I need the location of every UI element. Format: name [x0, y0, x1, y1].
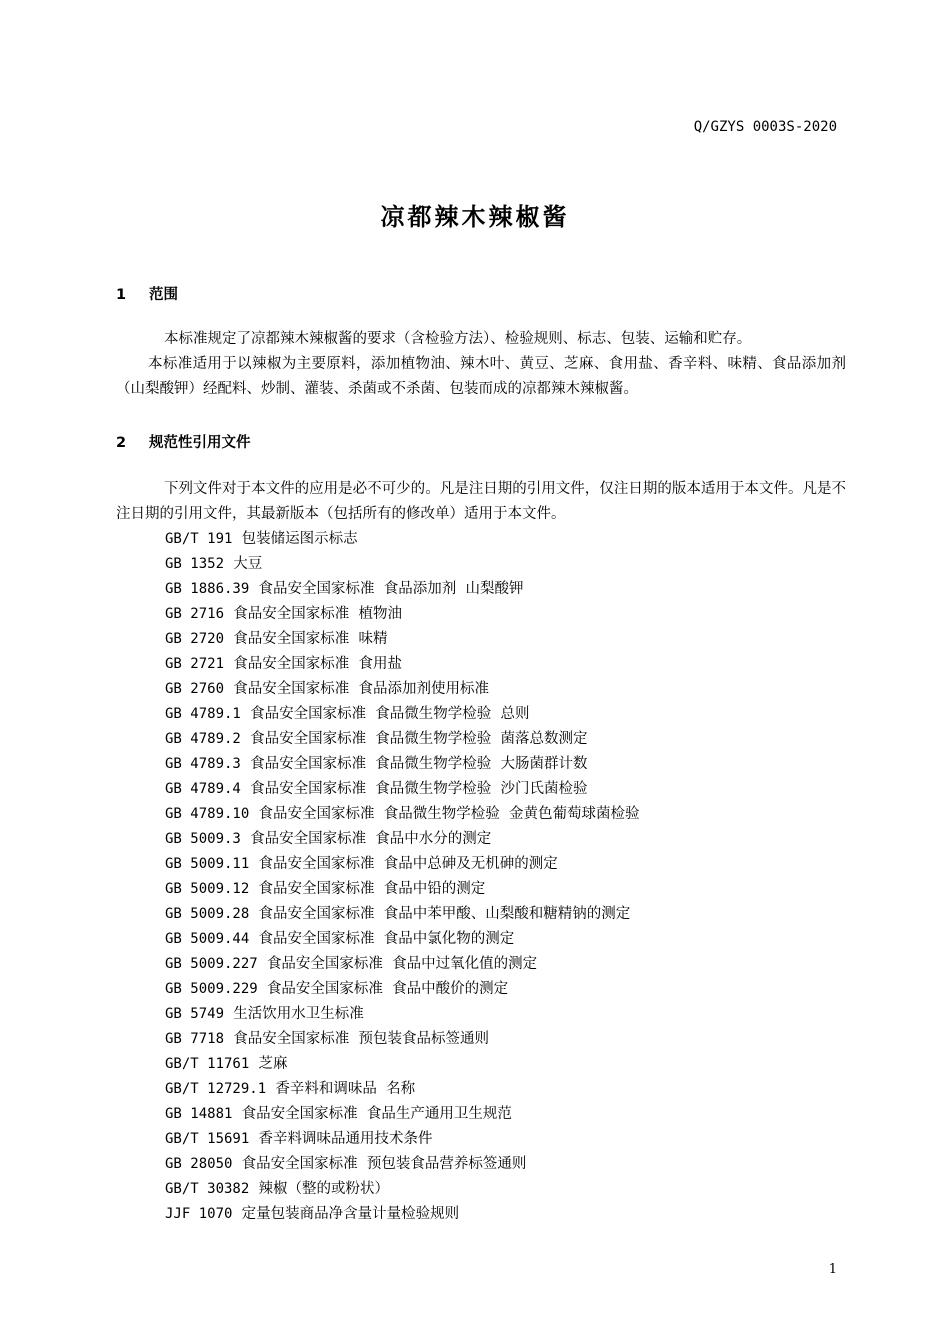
references-intro: 下列文件对于本文件的应用是必不可少的。凡是注日期的引用文件，仅注日期的版本适用于本文件。凡是不注日期的引用文件，其最新版本（包括所有的修改单）适用于本文件。	[116, 481, 846, 522]
reference-name: 食品安全国家标准 食品中苯甲酸、山梨酸和糖精钠的测定	[258, 906, 631, 922]
reference-name: 食品安全国家标准 食品生产通用卫生规范	[241, 1106, 512, 1122]
reference-code: JJF 1070	[165, 1206, 233, 1222]
reference-code: GB 4789.3	[165, 756, 241, 772]
reference-item	[165, 1002, 639, 1027]
reference-name: 食品安全国家标准 食品微生物学检验 菌落总数测定	[250, 731, 588, 747]
reference-name: 食品安全国家标准 食品微生物学检验 总则	[250, 706, 530, 722]
reference-name: 食品安全国家标准 食品微生物学检验 沙门氏菌检验	[250, 781, 588, 797]
reference-code: GB 4789.4	[165, 781, 241, 797]
reference-item	[165, 627, 639, 652]
section-title: 范围	[149, 287, 178, 303]
reference-name: 辣椒（整的或粉状）	[258, 1181, 390, 1197]
reference-item	[165, 552, 639, 577]
section-title: 规范性引用文件	[149, 435, 251, 451]
scope-paragraph-2: 本标准适用于以辣椒为主要原料，添加植物油、辣木叶、黄豆、芝麻、食用盐、香辛料、味精、食品添加剂（山梨酸钾）经配料、炒制、灌装、杀菌或不杀菌、包装而成的凉都辣木辣椒酱。	[116, 356, 846, 397]
reference-code: GB 28050	[165, 1156, 233, 1172]
reference-item	[165, 952, 639, 977]
reference-code: GB 4789.10	[165, 806, 250, 822]
reference-item	[165, 1152, 639, 1177]
reference-name: 定量包装商品净含量计量检验规则	[241, 1206, 460, 1222]
reference-code: GB 4789.2	[165, 731, 241, 747]
reference-item	[165, 577, 639, 602]
reference-code: GB 2716	[165, 606, 225, 622]
reference-item	[165, 702, 639, 727]
reference-item	[165, 927, 639, 952]
reference-item	[165, 677, 639, 702]
reference-code: GB 7718	[165, 1031, 225, 1047]
reference-name: 食品安全国家标准 食品添加剂使用标准	[233, 681, 489, 697]
reference-name: 食品安全国家标准 食品中总砷及无机砷的测定	[258, 856, 558, 872]
reference-code: GB 5009.44	[165, 931, 250, 947]
reference-item	[165, 1127, 639, 1152]
standard-code: Q/GZYS 0003S-2020	[693, 119, 837, 135]
reference-name: 香辛料调味品通用技术条件	[258, 1131, 433, 1147]
reference-code: GB 1352	[165, 556, 225, 572]
reference-code: GB 14881	[165, 1106, 233, 1122]
reference-name: 食品安全国家标准 植物油	[233, 606, 402, 622]
reference-name: 生活饮用水卫生标准	[233, 1006, 364, 1022]
reference-code: GB 2760	[165, 681, 225, 697]
reference-item	[165, 877, 639, 902]
reference-code: GB 5009.12	[165, 881, 250, 897]
reference-code: GB/T 15691	[165, 1131, 250, 1147]
reference-code: GB 5749	[165, 1006, 225, 1022]
reference-name: 食品安全国家标准 食用盐	[233, 656, 402, 672]
section-number: 1	[116, 287, 127, 303]
reference-item	[165, 752, 639, 777]
reference-code: GB 4789.1	[165, 706, 241, 722]
reference-item	[165, 1202, 639, 1227]
reference-item	[165, 1052, 639, 1077]
reference-name: 食品安全国家标准 食品中过氧化值的测定	[266, 956, 538, 972]
reference-item	[165, 602, 639, 627]
reference-name: 食品安全国家标准 味精	[233, 631, 388, 647]
reference-name: 大豆	[233, 556, 263, 572]
page-number: 1	[828, 1262, 837, 1277]
reference-name: 芝麻	[258, 1056, 288, 1072]
reference-code: GB 5009.11	[165, 856, 250, 872]
reference-code: GB 5009.28	[165, 906, 250, 922]
reference-item	[165, 802, 639, 827]
reference-code: GB/T 30382	[165, 1181, 250, 1197]
section-number: 2	[116, 435, 127, 451]
reference-item	[165, 777, 639, 802]
reference-name: 食品安全国家标准 预包装食品标签通则	[233, 1031, 489, 1047]
reference-name: 食品安全国家标准 食品微生物学检验 大肠菌群计数	[250, 756, 588, 772]
reference-name: 食品安全国家标准 食品中水分的测定	[250, 831, 492, 847]
reference-code: GB 5009.229	[165, 981, 258, 997]
reference-item	[165, 977, 639, 1002]
reference-item	[165, 1177, 639, 1202]
reference-item	[165, 527, 639, 552]
section-heading-scope	[116, 283, 178, 304]
reference-item	[165, 1077, 639, 1102]
reference-code: GB/T 12729.1	[165, 1081, 267, 1097]
reference-code: GB 1886.39	[165, 581, 250, 597]
reference-code: GB 5009.227	[165, 956, 258, 972]
reference-item	[165, 852, 639, 877]
reference-item	[165, 1102, 639, 1127]
section-heading-references	[116, 431, 251, 452]
reference-code: GB/T 11761	[165, 1056, 250, 1072]
reference-item	[165, 1027, 639, 1052]
reference-name: 包装储运图示标志	[241, 531, 358, 547]
reference-item	[165, 652, 639, 677]
reference-name: 食品安全国家标准 食品中酸价的测定	[266, 981, 509, 997]
reference-code: GB 2720	[165, 631, 225, 647]
reference-name: 香辛料和调味品 名称	[275, 1081, 416, 1097]
reference-item	[165, 902, 639, 927]
reference-code: GB/T 191	[165, 531, 233, 547]
reference-code: GB 2721	[165, 656, 225, 672]
reference-code: GB 5009.3	[165, 831, 241, 847]
reference-name: 食品安全国家标准 食品中铅的测定	[258, 881, 486, 897]
reference-name: 食品安全国家标准 食品添加剂 山梨酸钾	[258, 581, 524, 597]
reference-item	[165, 827, 639, 852]
document-title: 凉都辣木辣椒酱	[380, 203, 570, 231]
reference-name: 食品安全国家标准 食品微生物学检验 金黄色葡萄球菌检验	[258, 806, 640, 822]
reference-list	[165, 527, 639, 1227]
reference-item	[165, 727, 639, 752]
reference-name: 食品安全国家标准 食品中氯化物的测定	[258, 931, 515, 947]
reference-name: 食品安全国家标准 预包装食品营养标签通则	[241, 1156, 527, 1172]
scope-paragraph-1: 本标准规定了凉都辣木辣椒酱的要求（含检验方法）、检验规则、标志、包装、运输和贮存。	[164, 331, 752, 347]
